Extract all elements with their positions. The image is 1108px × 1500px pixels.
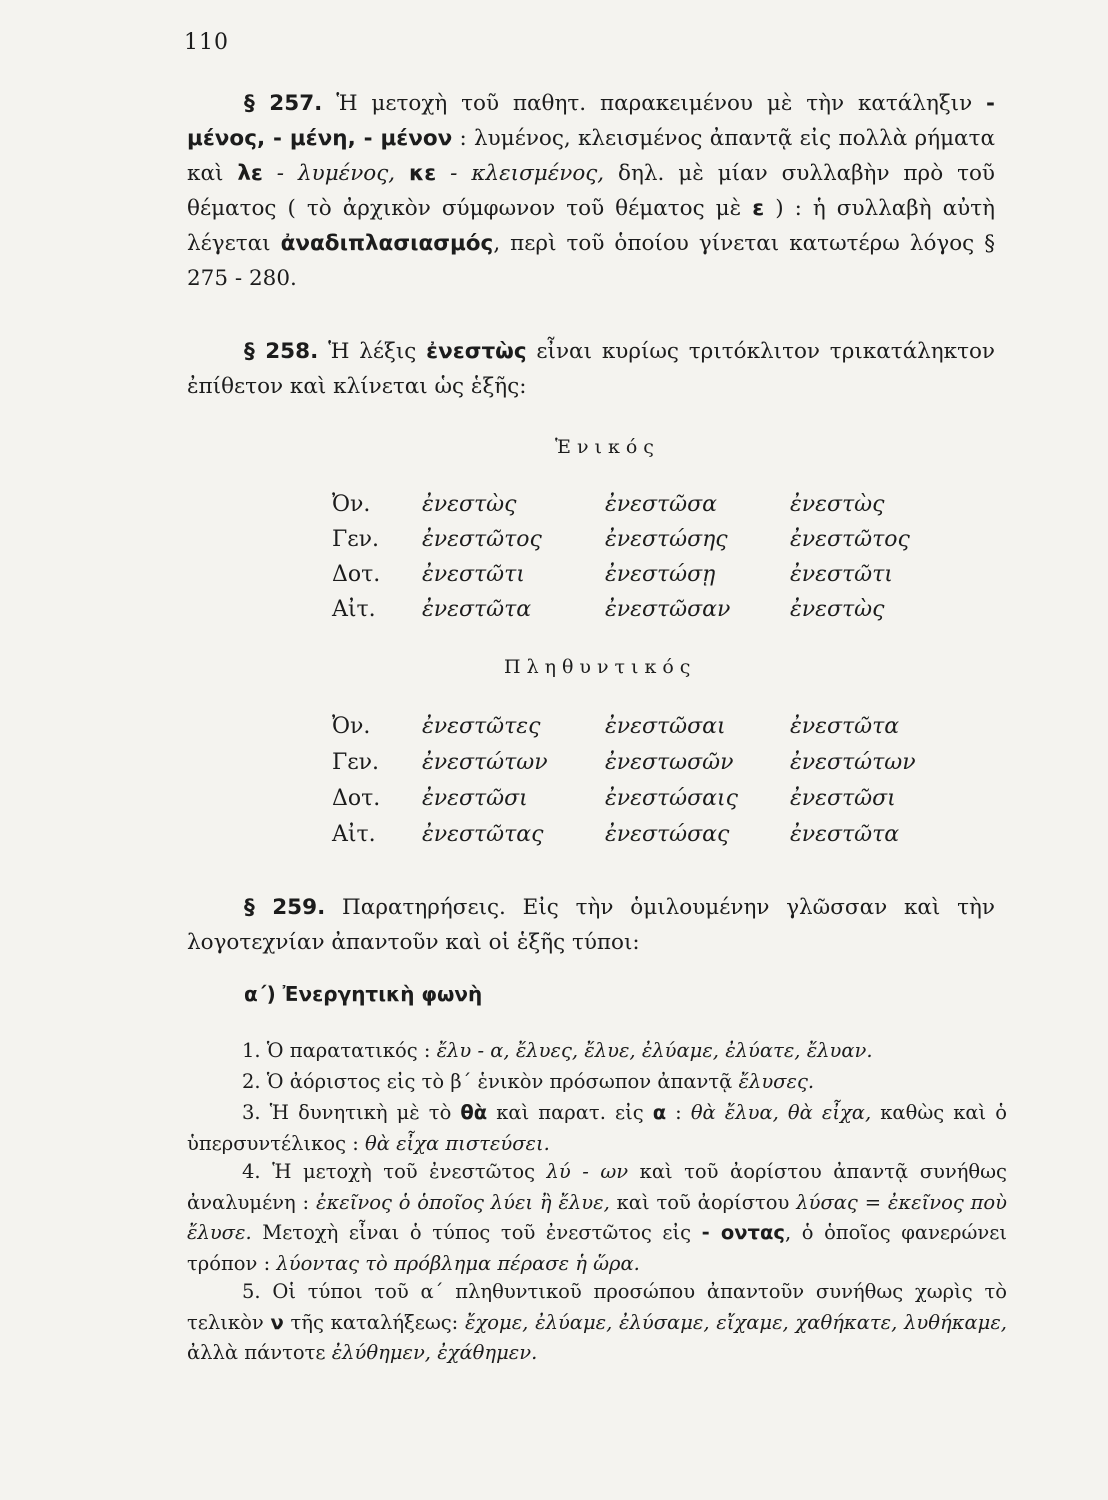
neuter-form: ἐνεστὼς	[790, 597, 885, 622]
masculine-form: ἐνεστὼς	[422, 492, 517, 517]
masculine-form: ἐνεστῶτα	[422, 597, 532, 622]
italic-term: - κλεισμένος,	[436, 161, 605, 186]
case-label: Ὀν.	[332, 714, 371, 739]
neuter-form: ἐνεστῶτι	[790, 562, 893, 587]
paragraph-257	[187, 86, 995, 296]
italic-term: - λυμένος,	[262, 161, 410, 186]
case-label: Γεν.	[332, 750, 380, 775]
bold-term: θὰ	[460, 1101, 488, 1124]
text: : λυμένος, κλεισμένος ἀπαντᾷ εἰς πολλὰ ρήματα καὶ	[187, 126, 995, 186]
italic-term: λύ - ων	[546, 1160, 629, 1183]
case-label: Δοτ.	[332, 562, 381, 587]
neuter-form: ἐνεστώτων	[790, 750, 916, 775]
note-4	[187, 1157, 1007, 1279]
note-1	[187, 1036, 1007, 1067]
text: καὶ τοῦ ἀορίστου ἀπαντᾷ συνήθως ἀναλυμένη :	[187, 1160, 1007, 1214]
text: 5. Οἱ τύποι τοῦ α΄ πληθυντικοῦ προσώπου ἀπαντοῦν συνήθως χωρὶς τὸ τελικὸν	[187, 1280, 1007, 1334]
bold-term: - οντας	[701, 1221, 785, 1244]
note-5	[187, 1277, 1007, 1369]
singular-heading: Ἑνικός	[555, 436, 660, 458]
italic-term: θὰ εἶχα πιστεύσει.	[364, 1131, 550, 1155]
bold-term: α	[652, 1101, 667, 1124]
feminine-form: ἐνεστῶσα	[605, 492, 717, 517]
note-2	[187, 1067, 1007, 1098]
paragraph-259	[187, 890, 995, 960]
section-number: § 258.	[244, 339, 319, 364]
masculine-form: ἐνεστῶτες	[422, 714, 541, 739]
plural-heading: Πληθυντικός	[504, 656, 697, 678]
text: , περὶ τοῦ ὁποίου γίνεται κατωτέρω λόγος § 275 - 280.	[187, 231, 995, 291]
text: Ἡ μετοχὴ τοῦ παθητ. παρακειμένου μὲ τὴν κατάληξιν	[322, 91, 987, 116]
text: καὶ τοῦ ἀορίστου	[609, 1190, 797, 1214]
italic-term: λύσας = ἐκεῖνος ποὺ ἔλυσε.	[187, 1190, 1008, 1244]
bold-term: ε	[752, 196, 765, 221]
feminine-form: ἐνεστώσας	[605, 822, 730, 847]
masculine-form: ἐνεστῶσι	[422, 786, 528, 811]
feminine-form: ἐνεστωσῶν	[605, 750, 734, 775]
feminine-form: ἐνεστώσῃ	[605, 562, 716, 587]
case-label: Γεν.	[332, 527, 380, 552]
italic-term: ἐλύθημεν, ἐχάθημεν.	[331, 1341, 538, 1364]
bold-term: - μένος, - μένη, - μένον	[187, 91, 995, 151]
text: ἀλλὰ πάντοτε	[187, 1341, 332, 1364]
italic-term: λύοντας τὸ πρόβλημα πέρασε ἡ ὥρα.	[276, 1251, 640, 1275]
text: 4. Ἡ μετοχὴ τοῦ ἐνεστῶτος	[242, 1160, 547, 1183]
neuter-form: ἐνεστὼς	[790, 492, 885, 517]
text: :	[666, 1101, 691, 1124]
case-label: Ὀν.	[332, 492, 371, 517]
text: 2. Ὁ ἀόριστος εἰς τὸ β΄ ἑνικὸν πρόσωπον ἀπαντᾷ	[242, 1070, 739, 1093]
neuter-form: ἐνεστῶτα	[790, 714, 900, 739]
italic-term: ἔχομε, ἐλύαμε, ἐλύσαμε, εἴχαμε, χαθήκατε, λυθήκαμε,	[465, 1310, 1007, 1334]
italic-term: ἐκεῖνος ὁ ὁποῖος λύει ἢ ἔλυε,	[315, 1190, 610, 1214]
neuter-form: ἐνεστῶτος	[790, 527, 910, 552]
masculine-form: ἐνεστῶτας	[422, 822, 544, 847]
text: , ὁ ὁποῖος φανερώνει τρόπον :	[187, 1221, 1007, 1275]
text: τῆς καταλήξεως:	[283, 1310, 465, 1334]
text: Ἡ λέξις	[318, 339, 427, 364]
feminine-form: ἐνεστῶσαι	[605, 714, 726, 739]
text: 1. Ὁ παρατατικός :	[242, 1039, 437, 1062]
text: ) : ἡ συλλαβὴ αὐτὴ λέγεται	[187, 196, 995, 256]
case-label: Αἰτ.	[332, 822, 376, 847]
bold-term: ἐνεστὼς	[426, 339, 527, 364]
section-number: § 259.	[244, 895, 326, 920]
italic-term: ἔλυ - α, ἔλυες, ἔλυε, ἐλύαμε, ἐλύατε, ἔλυαν.	[436, 1039, 873, 1062]
paragraph-258	[187, 334, 995, 404]
page-number: 110	[184, 30, 229, 55]
feminine-form: ἐνεστῶσαν	[605, 597, 731, 622]
section-number: § 257.	[244, 91, 323, 116]
text: Μετοχὴ εἶναι ὁ τύπος τοῦ ἐνεστῶτος εἰς	[251, 1221, 702, 1244]
text: 3. Ἡ δυνητικὴ μὲ τὸ	[242, 1101, 461, 1124]
text: καθὼς καὶ ὁ ὑπερσυντέλικος :	[187, 1101, 1008, 1155]
italic-term: ἔλυσες.	[738, 1070, 815, 1093]
bold-term: κε	[409, 161, 437, 186]
note-3	[187, 1098, 1007, 1159]
text: καὶ παρατ. εἰς	[487, 1101, 653, 1124]
masculine-form: ἐνεστῶτι	[422, 562, 525, 587]
neuter-form: ἐνεστῶτα	[790, 822, 900, 847]
case-label: Δοτ.	[332, 786, 381, 811]
feminine-form: ἐνεστώσης	[605, 527, 728, 552]
masculine-form: ἐνεστώτων	[422, 750, 548, 775]
text: Παρατηρήσεις. Εἰς τὴν ὁμιλουμένην γλῶσσαν καὶ τὴν λογοτεχνίαν ἀπαντοῦν καὶ οἱ ἑξῆς τύποι:	[187, 895, 995, 955]
feminine-form: ἐνεστώσαις	[605, 786, 738, 811]
bold-term: λε	[237, 161, 263, 186]
text: εἶναι κυρίως τριτόκλιτον τρικατάληκτον ἐπίθετον καὶ κλίνεται ὡς ἑξῆς:	[187, 339, 995, 399]
subheading-active-voice: α΄) Ἐνεργητικὴ φωνὴ	[244, 982, 483, 1006]
text: δηλ. μὲ μίαν συλλαβὴν πρὸ τοῦ θέματος ( τὸ ἀρχικὸν σύμφωνον τοῦ θέματος μὲ	[187, 161, 995, 221]
case-label: Αἰτ.	[332, 597, 376, 622]
bold-term: ν	[270, 1310, 284, 1334]
neuter-form: ἐνεστῶσι	[790, 786, 896, 811]
bold-term: ἀναδιπλασιασμός	[280, 231, 494, 256]
italic-term: θὰ ἔλυα, θὰ εἶχα,	[690, 1101, 872, 1124]
masculine-form: ἐνεστῶτος	[422, 527, 542, 552]
